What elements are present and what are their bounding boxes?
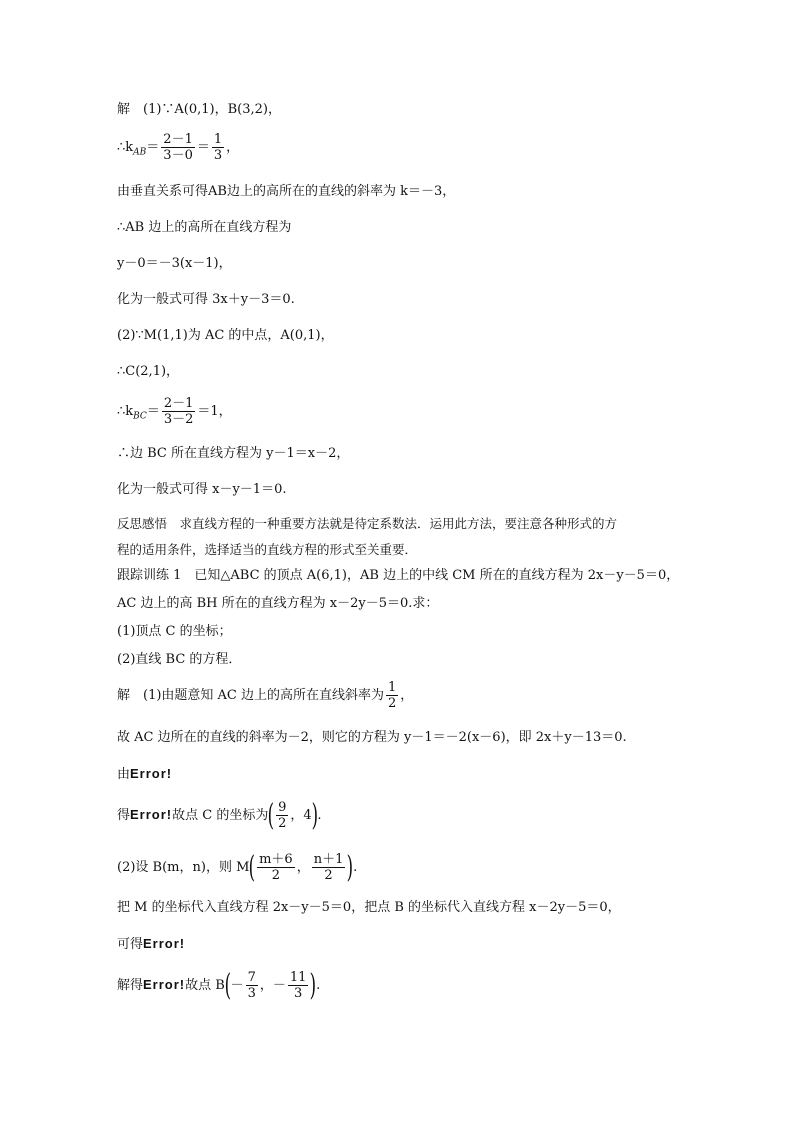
punctuation: . xyxy=(316,978,321,993)
fraction xyxy=(161,132,195,163)
equals-sign: ＝ xyxy=(146,140,160,155)
slope-bc-formula xyxy=(117,396,232,427)
left-paren: ( xyxy=(249,849,256,885)
fraction-numerator: 11 xyxy=(289,970,307,985)
solution-2-line-6: 把 M 的坐标代入直线方程 2x－y－5＝0，把点 B 的坐标代入直线方程 x－2y－5＝0， xyxy=(117,900,621,915)
left-paren: ( xyxy=(224,967,231,1003)
text: 得 xyxy=(117,808,131,823)
solution-2-line-7 xyxy=(117,936,185,953)
right-paren: ) xyxy=(347,849,354,885)
exercise-line-3: (1)顶点 C 的坐标； xyxy=(117,624,232,639)
punctuation: . xyxy=(317,808,322,823)
solution-2-line-2: 故 AC 边所在的直线的斜率为－2，则它的方程为 y－1＝－2(x－6)，即 2x＋y－13＝0. xyxy=(117,730,627,745)
exercise-line-2: AC 边上的高 BH 所在的直线方程为 x－2y－5＝0.求： xyxy=(117,596,439,611)
fraction-numerator: 1 xyxy=(388,680,397,695)
fraction-denominator: 2 xyxy=(271,868,281,883)
text: 可得 xyxy=(117,937,144,952)
fraction-denominator: 2 xyxy=(278,816,287,831)
slope-ab-prefix: ∴k xyxy=(117,140,134,155)
minus-sign: － xyxy=(230,978,244,993)
fraction-denominator: 3－0 xyxy=(163,148,193,163)
error-reference: Error! xyxy=(143,936,186,951)
solution-1-line-3: 由垂直关系可得AB边上的高所在的直线的斜率为 k＝－3， xyxy=(117,184,456,199)
fraction-denominator: 3 xyxy=(247,986,256,1001)
text: (2)设 B(m，n)，则 M xyxy=(117,860,250,875)
fraction-denominator: 3－2 xyxy=(163,412,194,427)
fraction-denominator: 2 xyxy=(324,868,333,883)
error-reference: Error! xyxy=(143,977,186,992)
exercise-line-1: 跟踪训练 1 已知△ABC 的顶点 A(6,1)，AB 边上的中线 CM 所在的直线方程为 2x－y－5＝0， xyxy=(117,568,680,583)
reflection-line-2: 程的适用条件，选择适当的直线方程的形式至关重要． xyxy=(117,542,418,557)
punctuation: . xyxy=(353,860,358,875)
fraction xyxy=(312,852,346,883)
fraction-numerator: m＋6 xyxy=(259,852,293,867)
solution-1-line-1: 解 (1)∵A(0,1)，B(3,2)， xyxy=(117,102,281,117)
solution-1-line-4: ∴AB 边上的高所在直线方程为 xyxy=(117,220,292,235)
solution-1-line-6: 化为一般式可得 3x＋y－3＝0. xyxy=(117,292,295,307)
slope-ab-formula xyxy=(117,132,239,163)
fraction xyxy=(276,800,288,831)
right-paren: ) xyxy=(311,797,318,833)
text: 故点 C 的坐标为 xyxy=(172,808,269,823)
text: 故点 B xyxy=(185,978,225,993)
solution-2-line-3 xyxy=(117,766,172,783)
text: 由 xyxy=(117,767,131,782)
punctuation: ， xyxy=(400,688,414,703)
fraction xyxy=(212,132,224,163)
separator: ， xyxy=(296,860,310,875)
fraction xyxy=(162,396,196,427)
solution-1-line-11: 化为一般式可得 x－y－1＝0. xyxy=(117,482,287,497)
solution-2-line-1 xyxy=(117,680,413,711)
fraction-numerator: 2－1 xyxy=(163,396,194,411)
separator: ， xyxy=(259,978,273,993)
result: ＝1， xyxy=(197,404,232,419)
exercise-line-4: (2)直线 BC 的方程． xyxy=(117,652,242,667)
left-paren: ( xyxy=(267,797,275,833)
solution-1-line-8: ∴C(2,1)， xyxy=(117,364,180,379)
reflection-line-1: 反思感悟 求直线方程的一种重要方法就是待定系数法．运用此方法，要注意各种形式的方 xyxy=(117,516,618,531)
fraction-numerator: 9 xyxy=(278,800,287,815)
text: 解得 xyxy=(117,978,144,993)
solution-1-line-7: (2)∵M(1,1)为 AC 的中点，A(0,1)， xyxy=(117,328,334,343)
text: 解 (1)由题意知 AC 边上的高所在直线斜率为 xyxy=(117,688,385,703)
text: ，4 xyxy=(290,808,312,823)
right-paren: ) xyxy=(310,967,317,1003)
fraction-numerator: 1 xyxy=(213,132,223,147)
error-reference: Error! xyxy=(130,807,173,822)
slope-ab-subscript: AB xyxy=(133,147,147,158)
error-reference: Error! xyxy=(130,766,173,781)
fraction-denominator: 3 xyxy=(294,986,303,1001)
solution-1-line-5: y－0＝－3(x－1)， xyxy=(117,256,232,271)
fraction-numerator: n＋1 xyxy=(313,852,344,867)
punctuation: ， xyxy=(226,140,240,155)
equals-sign: ＝ xyxy=(146,404,160,419)
solution-2-line-5 xyxy=(117,849,358,885)
fraction xyxy=(257,852,295,883)
slope-bc-prefix: ∴k xyxy=(117,404,134,419)
minus-sign: － xyxy=(272,978,286,993)
fraction-denominator: 3 xyxy=(213,148,223,163)
fraction-denominator: 2 xyxy=(388,696,397,711)
fraction-numerator: 7 xyxy=(247,970,256,985)
fraction xyxy=(386,680,398,711)
solution-2-line-8 xyxy=(117,967,321,1003)
solution-2-line-4 xyxy=(117,797,322,833)
solution-1-line-10: ∴边 BC 所在直线方程为 y－1＝x－2， xyxy=(117,446,350,461)
fraction xyxy=(288,970,309,1001)
slope-bc-subscript: BC xyxy=(133,411,147,422)
fraction xyxy=(246,970,258,1001)
equals-sign: ＝ xyxy=(196,140,210,155)
fraction-numerator: 2－1 xyxy=(163,132,193,147)
